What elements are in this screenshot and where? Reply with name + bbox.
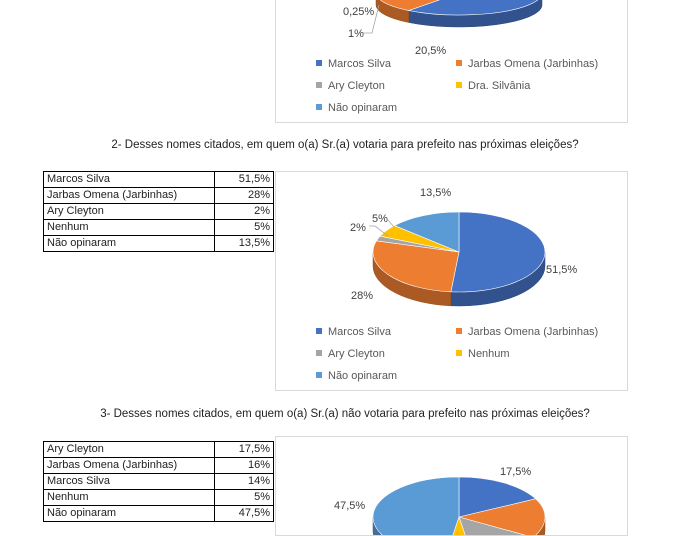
table-row [44,188,274,204]
chart1-legend-2 [316,80,385,92]
table-cell-name: Não opinaram [44,236,215,252]
chart3-svg [276,437,628,536]
chart2-leader-line-5pct [388,220,394,227]
legend-label: Não opinaram [328,102,398,114]
legend-label: Marcos Silva [328,326,391,338]
chart1-label-2: 20,5% [415,45,447,57]
legend-swatch [456,60,462,66]
chart1-legend-0 [316,58,391,70]
table-row [44,490,274,506]
table-row [44,172,274,188]
chart1-legend-4 [316,102,397,114]
table-row [44,204,274,220]
chart2-legend-0 [316,326,391,338]
section2-title: 2- Desses nomes citados, em quem o(a) Sr.(a) votaria para prefeito nas próximas eleições? [111,139,579,151]
legend-swatch [316,372,322,378]
section3-title: 3- Desses nomes citados, em quem o(a) Sr.(a) não votaria para prefeito nas próximas eleições? [100,408,590,420]
chart3-label-0: 17,5% [500,466,532,478]
table-cell-value: 5% [215,490,274,506]
chart1-legend-1 [456,58,598,70]
table-cell-name: Ary Cleyton [44,442,215,458]
legend-swatch [316,328,322,334]
table-row [44,458,274,474]
chart2-label-4: 13,5% [420,187,452,199]
table-cell-value: 47,5% [215,506,274,522]
legend-label: Dra. Silvânia [468,80,531,92]
table-row [44,236,274,252]
chart3-label-1: 47,5% [334,500,366,512]
section2-table [43,171,274,252]
chart1-label-0: 0,25% [343,6,375,18]
table-cell-value: 16% [215,458,274,474]
table-cell-value: 14% [215,474,274,490]
legend-swatch [316,82,322,88]
chart2-label-3: 5% [372,213,388,225]
table-cell-value: 5% [215,220,274,236]
legend-label: Jarbas Omena (Jarbinhas) [468,326,599,338]
chart2-label-2: 2% [350,222,366,234]
table-cell-name: Ary Cleyton [44,204,215,220]
chart3-box [275,436,628,536]
table-cell-name: Nenhum [44,220,215,236]
table-row [44,220,274,236]
chart2-legend-4 [316,370,397,382]
chart2-box [275,171,628,391]
table-cell-value: 51,5% [215,172,274,188]
table-cell-name: Jarbas Omena (Jarbinhas) [44,458,215,474]
legend-swatch [316,104,322,110]
legend-label: Jarbas Omena (Jarbinhas) [468,58,599,70]
legend-swatch [316,60,322,66]
chart2-label-0: 51,5% [546,264,578,276]
legend-label: Nenhum [468,348,510,360]
legend-swatch [316,350,322,356]
chart1-label-1: 1% [348,28,364,40]
table-cell-name: Não opinaram [44,506,215,522]
chart3-slice-4 [373,477,459,536]
legend-swatch [456,350,462,356]
chart1-legend-3 [456,80,530,92]
legend-swatch [456,328,462,334]
table-cell-value: 17,5% [215,442,274,458]
legend-label: Ary Cleyton [328,348,385,360]
chart1-box [275,0,628,123]
table-cell-value: 13,5% [215,236,274,252]
table-cell-name: Jarbas Omena (Jarbinhas) [44,188,215,204]
table-cell-name: Nenhum [44,490,215,506]
table-cell-name: Marcos Silva [44,474,215,490]
section3-table [43,441,274,522]
chart2-legend-2 [316,348,385,360]
chart2-legend-3 [456,348,510,360]
legend-label: Marcos Silva [328,58,391,70]
chart2-legend-1 [456,326,598,338]
table-row [44,474,274,490]
legend-swatch [456,82,462,88]
legend-label: Ary Cleyton [328,80,385,92]
table-cell-value: 2% [215,204,274,220]
legend-label: Não opinaram [328,370,398,382]
table-cell-value: 28% [215,188,274,204]
table-row [44,442,274,458]
table-cell-name: Marcos Silva [44,172,215,188]
chart2-label-1: 28% [351,290,374,302]
